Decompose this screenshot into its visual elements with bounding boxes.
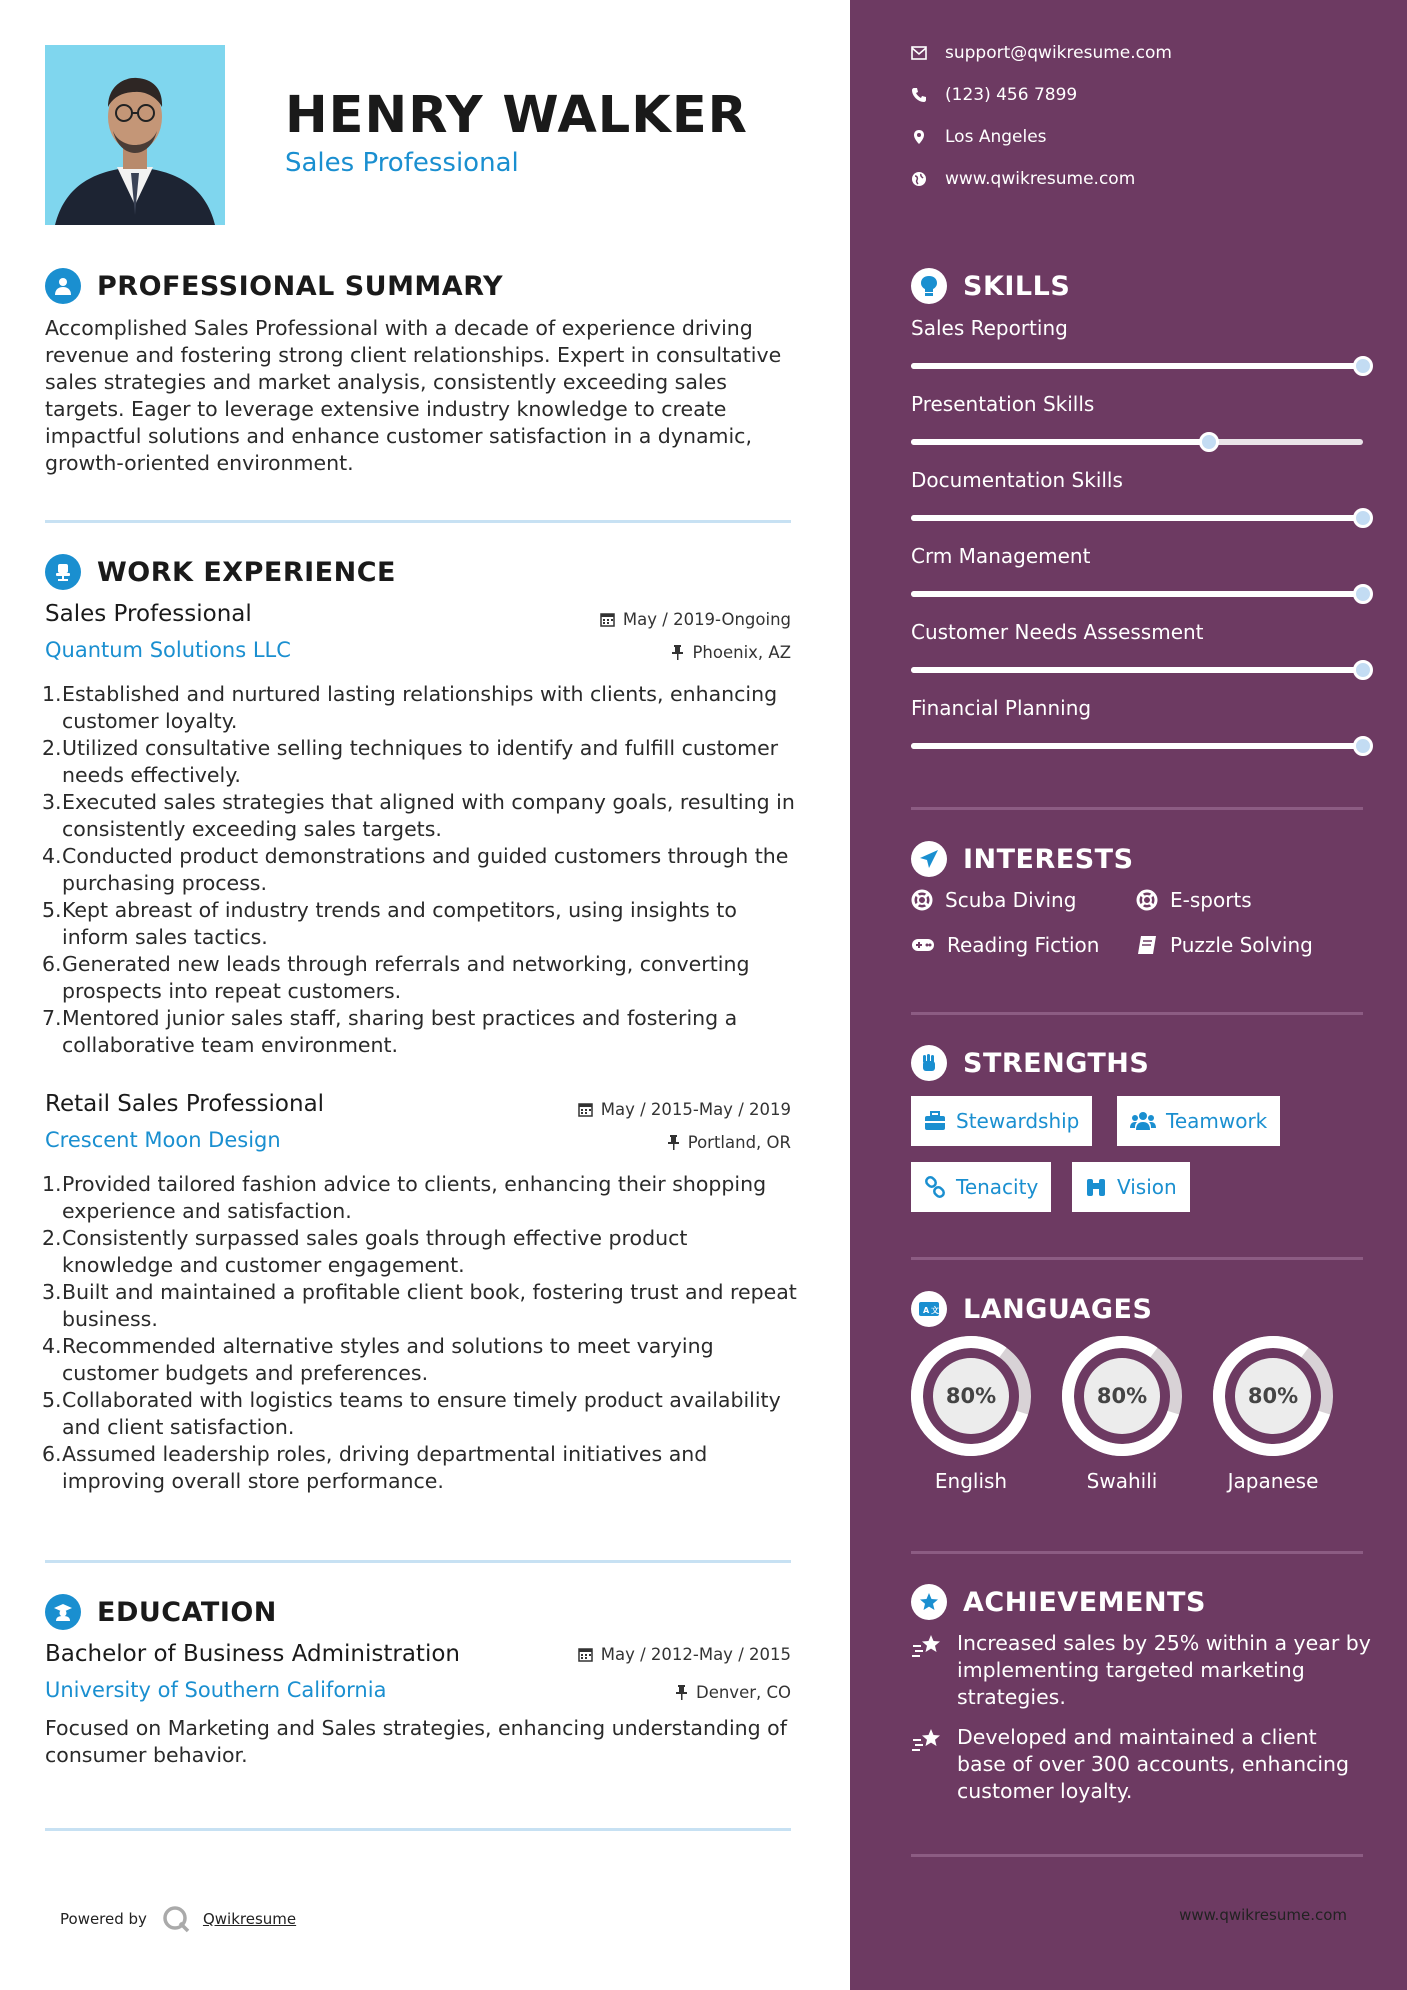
bullet-text: Consistently surpassed sales goals through effective product knowledge and customer engagement.: [62, 1226, 688, 1277]
education-location-text: Denver, CO: [695, 1683, 791, 1702]
skill-bar-fill: [911, 439, 1209, 445]
bullet-text: Provided tailored fashion advice to clients, enhancing their shopping experience and satisfaction.: [62, 1172, 767, 1223]
language-icon: [911, 1291, 947, 1327]
skill-label: Presentation Skills: [911, 392, 1095, 416]
interest-item: [911, 888, 1076, 912]
bullet-text: Kept abreast of industry trends and competitors, using insights to inform sales tactics.: [62, 898, 737, 949]
strength-badge: [1117, 1096, 1280, 1146]
interest-label: E-sports: [1170, 888, 1252, 912]
graduate-icon: [45, 1594, 81, 1630]
language-ring: [910, 1335, 1032, 1457]
skill-bar-fill: [911, 363, 1363, 369]
interest-label: Reading Fiction: [947, 933, 1100, 957]
achievement-item: [911, 1724, 1371, 1805]
briefcase-icon: [924, 1111, 946, 1131]
strength-badge: [911, 1162, 1051, 1212]
achievements-header: [911, 1584, 1206, 1620]
interests-title: INTERESTS: [963, 843, 1134, 875]
interest-label: Scuba Diving: [945, 888, 1077, 912]
language-name: Swahili: [1086, 1469, 1158, 1493]
bullet-text: Collaborated with logistics teams to ensure timely product availability and client satisfaction.: [62, 1388, 781, 1439]
calendar-icon: [578, 1102, 593, 1117]
star-badge-icon: [911, 1584, 947, 1620]
lightbulb-icon: [911, 268, 947, 304]
list-item: 7. Mentored junior sales staff, sharing best practices and fostering a collaborative team environment.: [42, 1005, 802, 1059]
bullet-text: Recommended alternative styles and solutions to meet varying customer budgets and preferences.: [62, 1334, 714, 1385]
binoculars-icon: [1085, 1177, 1107, 1197]
skill-bar-fill: [911, 515, 1363, 521]
location-text: Los Angeles: [945, 127, 1047, 147]
education-date-text: May / 2012-May / 2015: [600, 1645, 791, 1664]
job-location: [667, 1133, 791, 1152]
skill-bar: [911, 743, 1363, 749]
divider: [45, 1560, 791, 1563]
skill-bar-knob: [1353, 356, 1373, 376]
list-item: 5. Kept abreast of industry trends and competitors, using insights to inform sales tactics.: [42, 897, 802, 951]
contact-email[interactable]: [911, 43, 1172, 63]
job-title: Sales Professional: [45, 601, 252, 627]
language-name: English: [934, 1469, 1008, 1493]
list-item: 4. Conducted product demonstrations and guided customers through the purchasing process.: [42, 843, 802, 897]
lifebuoy-icon: [911, 889, 933, 911]
interests-header: [911, 841, 1134, 877]
skill-bar-fill: [911, 667, 1363, 673]
link-icon: [924, 1176, 946, 1198]
language-ring: [1212, 1335, 1334, 1457]
email-text: support@qwikresume.com: [945, 43, 1172, 63]
job-date: [600, 610, 791, 629]
bullet-text: Utilized consultative selling techniques to identify and fulfill customer needs effectively.: [62, 736, 779, 787]
skill-bar: [911, 591, 1363, 597]
profile-photo: [45, 45, 225, 225]
list-item: 1. Established and nurtured lasting relationships with clients, enhancing customer loyalty.: [42, 681, 802, 735]
pin-icon: [671, 645, 684, 660]
bullet-text: Built and maintained a profitable client book, fostering trust and repeat business.: [62, 1280, 797, 1331]
shooting-star-icon: [911, 1632, 943, 1660]
languages-title: LANGUAGES: [963, 1293, 1153, 1325]
strength-badge: [1072, 1162, 1190, 1212]
user-icon: [45, 268, 81, 304]
skills-header: [911, 268, 1070, 304]
paper-plane-icon: [911, 841, 947, 877]
skill-bar-fill: [911, 743, 1363, 749]
language-item: [1212, 1335, 1334, 1493]
powered-by: [60, 1904, 296, 1934]
job-title: Retail Sales Professional: [45, 1091, 325, 1117]
skill-bar: [911, 667, 1363, 673]
education-text: Focused on Marketing and Sales strategies, enhancing understanding of consumer behavior.: [45, 1716, 787, 1767]
degree: Bachelor of Business Administration: [45, 1641, 460, 1667]
job-date: [578, 1100, 791, 1119]
bullet-text: Mentored junior sales staff, sharing best practices and fostering a collaborative team environment.: [62, 1006, 738, 1057]
summary-title: PROFESSIONAL SUMMARY: [97, 270, 504, 302]
skill-label: Crm Management: [911, 544, 1091, 568]
education-title: EDUCATION: [97, 1596, 277, 1628]
list-item: 4. Recommended alternative styles and solutions to meet varying customer budgets and preferences.: [42, 1333, 802, 1387]
bullet-text: Generated new leads through referrals and networking, converting prospects into repeat customers.: [62, 952, 750, 1003]
job-company: Quantum Solutions LLC: [45, 638, 291, 662]
experience-title: WORK EXPERIENCE: [97, 556, 396, 588]
divider: [911, 1551, 1363, 1554]
list-item: 2. Utilized consultative selling techniques to identify and fulfill customer needs effectively.: [42, 735, 802, 789]
job-location-text: Portland, OR: [687, 1133, 791, 1152]
qwikresume-logo-icon: [161, 1904, 191, 1934]
job-location: [671, 643, 791, 662]
skill-bar-fill: [911, 591, 1363, 597]
envelope-icon: [911, 46, 927, 60]
language-item: [910, 1335, 1032, 1493]
language-percent: 80%: [1247, 1384, 1299, 1408]
skill-bar-knob: [1353, 508, 1373, 528]
divider: [911, 1012, 1363, 1015]
job-bullets: [42, 681, 802, 1059]
fist-icon: [911, 1045, 947, 1081]
skill-bar: [911, 363, 1363, 369]
strength-label: Vision: [1117, 1175, 1177, 1199]
divider: [911, 1854, 1363, 1857]
list-item: 2. Consistently surpassed sales goals through effective product knowledge and customer engagement.: [42, 1225, 802, 1279]
bullet-text: Executed sales strategies that aligned with company goals, resulting in consistently exceeding sales targets.: [62, 790, 795, 841]
calendar-icon: [578, 1647, 593, 1662]
divider: [45, 1828, 791, 1831]
list-item: 3. Executed sales strategies that aligned with company goals, resulting in consistently exceeding sales targets.: [42, 789, 802, 843]
globe-icon: [911, 171, 927, 187]
interest-item: [1136, 888, 1252, 912]
job-company: Crescent Moon Design: [45, 1128, 281, 1152]
skill-label: Documentation Skills: [911, 468, 1123, 492]
job-bullets: [42, 1171, 802, 1495]
footer-url[interactable]: www.qwikresume.com: [1179, 1906, 1347, 1924]
website-text: www.qwikresume.com: [945, 169, 1136, 189]
job-date-text: May / 2015-May / 2019: [600, 1100, 791, 1119]
summary-header: [45, 268, 503, 304]
contact-location: [911, 127, 1047, 147]
skill-label: Customer Needs Assessment: [911, 620, 1204, 644]
job-date-text: May / 2019-Ongoing: [622, 610, 791, 629]
skill-bar-knob: [1353, 584, 1373, 604]
strengths-header: [911, 1045, 1149, 1081]
candidate-role: Sales Professional: [285, 148, 519, 178]
list-item: 3. Built and maintained a profitable client book, fostering trust and repeat business.: [42, 1279, 802, 1333]
interest-item: [1136, 933, 1313, 957]
pin-icon: [667, 1135, 680, 1150]
skill-label: Sales Reporting: [911, 316, 1068, 340]
education-date: [578, 1645, 791, 1664]
bullet-text: Conducted product demonstrations and guided customers through the purchasing process.: [62, 844, 789, 895]
users-icon: [1130, 1111, 1156, 1131]
phone-text: (123) 456 7899: [945, 85, 1078, 105]
language-percent: 80%: [945, 1384, 997, 1408]
gamepad-icon: [911, 937, 935, 953]
calendar-icon: [600, 612, 615, 627]
bullet-text: Established and nurtured lasting relationships with clients, enhancing customer loyalty.: [62, 682, 778, 733]
contact-website[interactable]: [911, 169, 1135, 189]
education-location: [675, 1683, 791, 1702]
list-item: 6. Generated new leads through referrals and networking, converting prospects into repeat customers.: [42, 951, 802, 1005]
school: University of Southern California: [45, 1678, 387, 1702]
svg-text:文: 文: [931, 1306, 939, 1315]
divider: [45, 520, 791, 523]
powered-by-label: Powered by: [60, 1910, 147, 1928]
lifebuoy-icon: [1136, 889, 1158, 911]
candidate-name: HENRY WALKER: [285, 86, 748, 145]
strength-label: Tenacity: [956, 1175, 1039, 1199]
location-pin-icon: [911, 129, 927, 145]
list-item: 6. Assumed leadership roles, driving departmental initiatives and improving overall store performance.: [42, 1441, 802, 1495]
skill-label: Financial Planning: [911, 696, 1092, 720]
interest-label: Puzzle Solving: [1170, 933, 1313, 957]
education-header: [45, 1594, 277, 1630]
strength-label: Stewardship: [956, 1109, 1080, 1133]
contact-phone[interactable]: [911, 85, 1077, 105]
list-item: 1. Provided tailored fashion advice to clients, enhancing their shopping experience and satisfaction.: [42, 1171, 802, 1225]
strength-badge: [911, 1096, 1092, 1146]
interest-item: [911, 933, 1099, 957]
skill-bar: [911, 439, 1363, 445]
pin-icon: [675, 1685, 688, 1700]
skill-bar-knob: [1353, 660, 1373, 680]
skills-title: SKILLS: [963, 270, 1071, 302]
languages-header: [911, 1291, 1152, 1327]
skill-bar-knob: [1353, 736, 1373, 756]
divider: [911, 1257, 1363, 1260]
bullet-text: Assumed leadership roles, driving departmental initiatives and improving overall store performance.: [62, 1442, 708, 1493]
skill-bar: [911, 515, 1363, 521]
brand-link[interactable]: Qwikresume: [202, 1910, 297, 1928]
phone-icon: [911, 87, 927, 103]
strengths-title: STRENGTHS: [963, 1047, 1150, 1079]
shooting-star-icon: [911, 1726, 943, 1754]
achievement-text: Developed and maintained a client base of over 300 accounts, enhancing customer loyalty.: [957, 1725, 1350, 1803]
language-item: [1061, 1335, 1183, 1493]
job-location-text: Phoenix, AZ: [692, 643, 791, 662]
language-percent: 80%: [1096, 1384, 1148, 1408]
book-icon: [1136, 935, 1158, 955]
language-ring: [1061, 1335, 1183, 1457]
language-name: Japanese: [1227, 1469, 1319, 1493]
summary-text: Accomplished Sales Professional with a decade of experience driving revenue and fostering strong client relationships. Expert in consultative sales strategies and market analysis, consistently exceeding sales targets. Eager to leverage extensive industry knowledge to create impactful solutions and enhance customer satisfaction in a dynamic, growth-oriented environment.: [45, 316, 782, 475]
achievement-item: [911, 1630, 1371, 1711]
divider: [911, 807, 1363, 810]
experience-header: [45, 554, 396, 590]
achievements-title: ACHIEVEMENTS: [963, 1586, 1206, 1618]
office-chair-icon: [45, 554, 81, 590]
achievement-text: Increased sales by 25% within a year by implementing targeted marketing strategies.: [957, 1631, 1371, 1709]
strength-label: Teamwork: [1166, 1109, 1268, 1133]
svg-text:A: A: [923, 1306, 930, 1315]
list-item: 5. Collaborated with logistics teams to ensure timely product availability and client satisfaction.: [42, 1387, 802, 1441]
